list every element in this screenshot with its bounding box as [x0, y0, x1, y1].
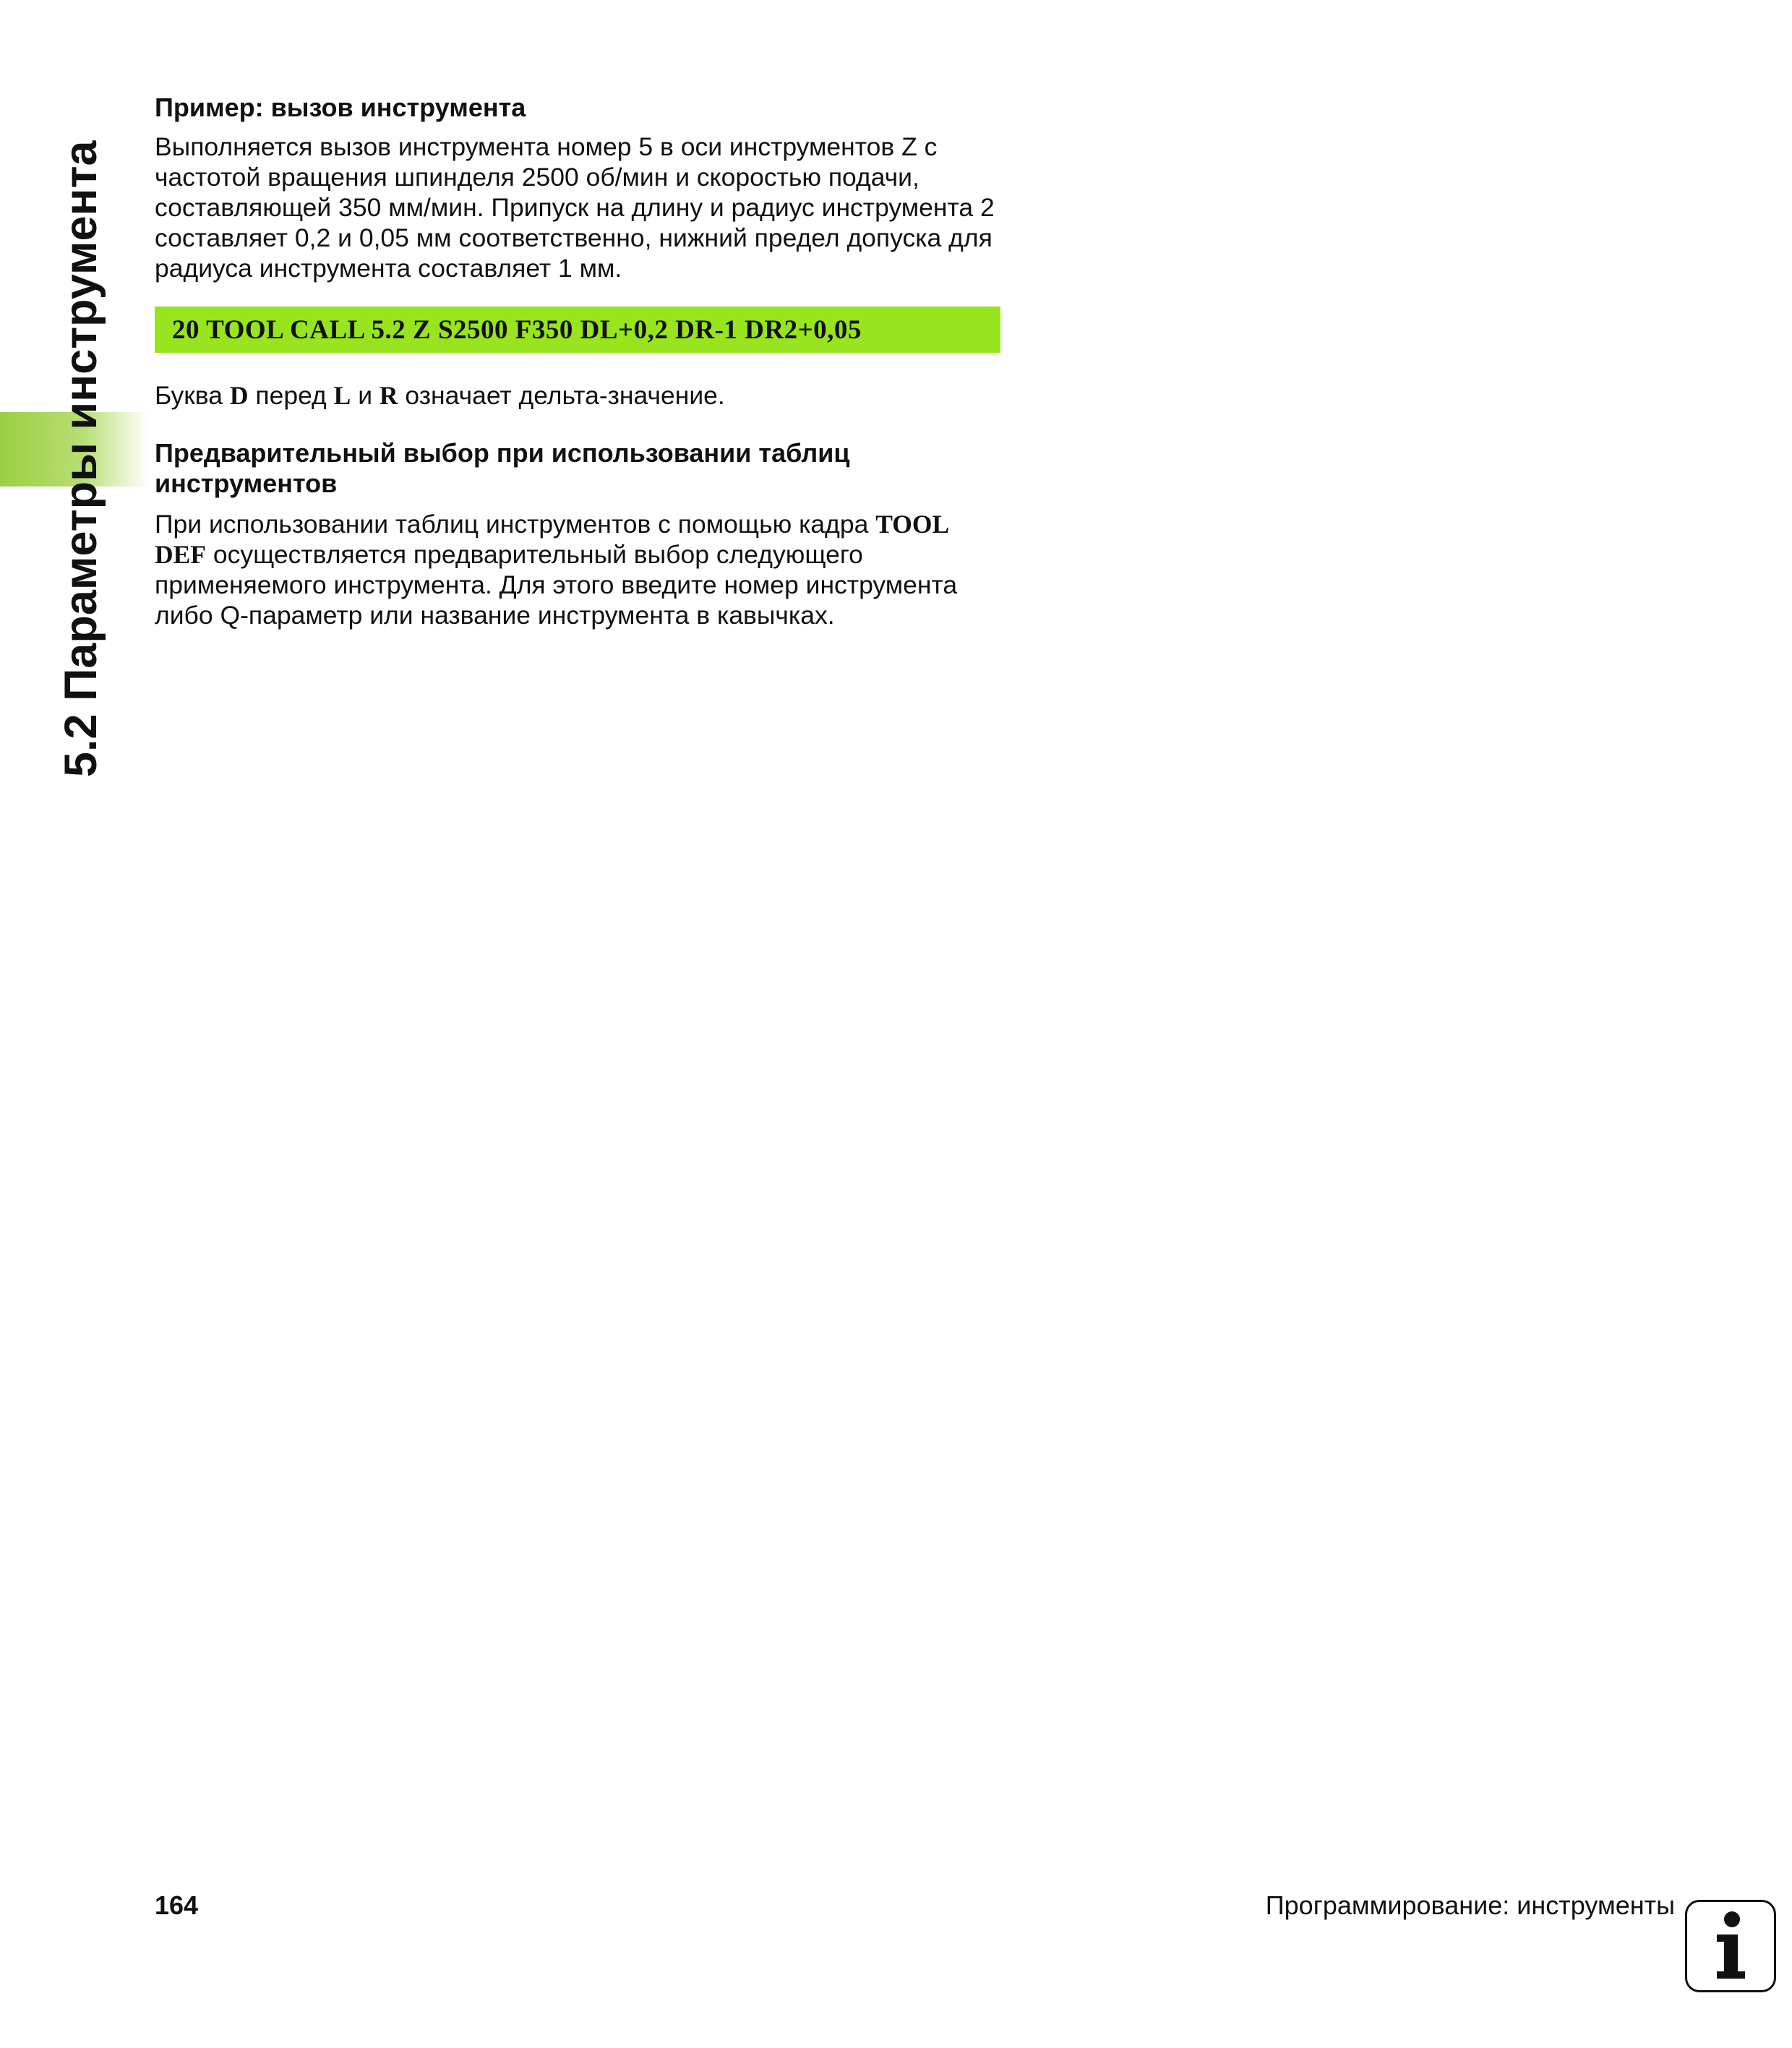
info-icon — [1685, 1900, 1776, 1992]
delta-text-3: и — [351, 381, 380, 410]
delta-text-2: перед — [248, 381, 334, 410]
preselect-text-1: При использовании таблиц инструментов с помощью кадра — [155, 510, 876, 539]
delta-keyword-r: R — [379, 381, 398, 410]
example-heading: Пример: вызов инструмента — [155, 93, 526, 122]
section-title-vertical: 5.2 Параметры инструмента — [56, 140, 106, 777]
delta-keyword-d: D — [229, 381, 249, 410]
delta-note-paragraph — [155, 380, 1000, 411]
preselect-keyword: TOOL DEF — [155, 510, 948, 569]
delta-text-1: Буква — [155, 381, 230, 410]
page-number: 164 — [155, 1890, 199, 1920]
preselect-heading: Предварительный выбор при использовании таблиц инструментов — [155, 438, 850, 498]
delta-keyword-l: L — [333, 381, 351, 410]
main-content — [155, 93, 1000, 630]
delta-text-4: означает дельта-значение. — [398, 381, 725, 410]
info-glyph — [1687, 1902, 1774, 1990]
chapter-title: Программирование: инструменты — [1265, 1890, 1675, 1920]
preselect-paragraph — [155, 509, 1000, 630]
code-block: 20 TOOL CALL 5.2 Z S2500 F350 DL+0,2 DR-1 DR2+0,05 — [155, 307, 1000, 353]
example-paragraph: Выполняется вызов инструмента номер 5 в оси инструментов Z с частотой вращения шпинделя 2500 об/мин и скоростью подачи, составляющей 350 мм/мин. Припуск на длину и радиус инструмента 2 составляет 0,2 и 0,05 мм соответственно, нижний предел допуска для радиуса инструмента составляет 1 мм. — [155, 132, 995, 283]
preselect-text-2: осуществляется предварительный выбор следующего применяемого инструмента. Для этого введите номер инструмента либо Q-параметр или название инструмента в кавычках. — [155, 540, 958, 630]
